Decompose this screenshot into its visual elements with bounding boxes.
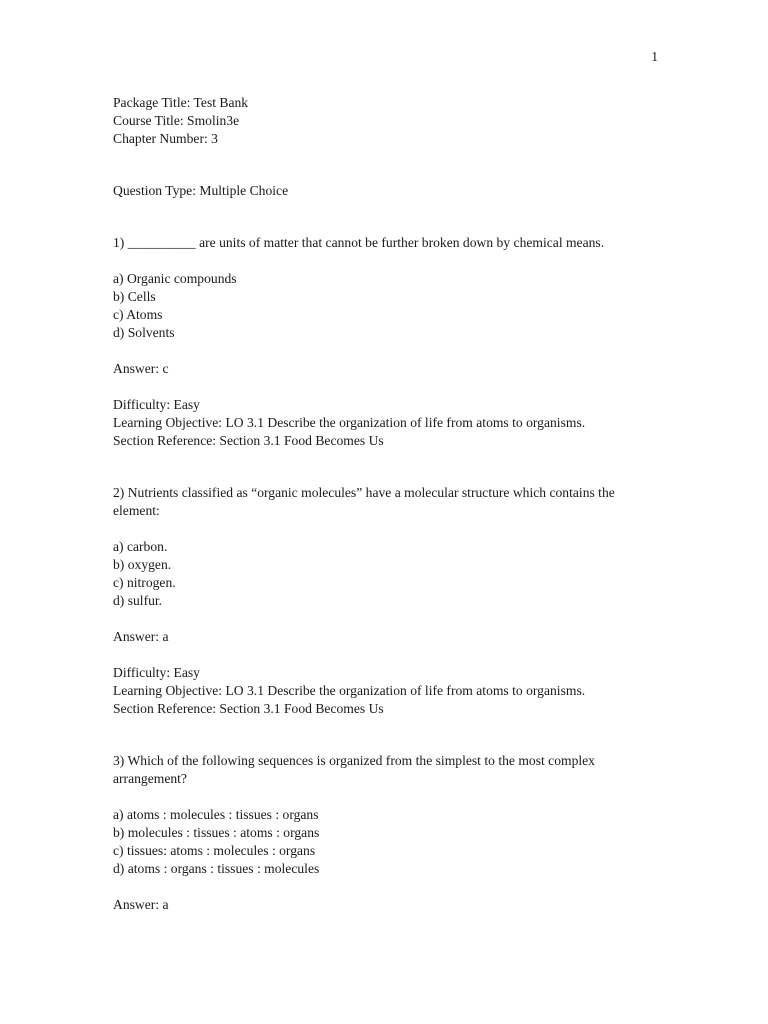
option-b: b) molecules : tissues : atoms : organs — [113, 825, 320, 840]
option-d: d) atoms : organs : tissues : molecules — [113, 861, 320, 876]
option-c: c) Atoms — [113, 307, 163, 322]
answer-options — [113, 806, 663, 878]
question-block — [113, 752, 663, 914]
question-stem: 3) Which of the following sequences is organized from the simplest to the most complex arrangement? — [113, 753, 599, 786]
option-a: a) atoms : molecules : tissues : organs — [113, 807, 319, 822]
section-reference: Section Reference: Section 3.1 Food Becomes Us — [113, 701, 384, 716]
difficulty: Difficulty: Easy — [113, 397, 200, 412]
question-stem: 1) __________ are units of matter that cannot be further broken down by chemical means. — [113, 235, 605, 250]
option-c: c) tissues: atoms : molecules : organs — [113, 843, 316, 858]
answer-options — [113, 270, 663, 342]
section-reference: Section Reference: Section 3.1 Food Becomes Us — [113, 433, 384, 448]
learning-objective: Learning Objective: LO 3.1 Describe the organization of life from atoms to organisms. — [113, 415, 586, 430]
question-metadata — [113, 664, 663, 718]
package-title: Package Title: Test Bank — [113, 95, 249, 110]
option-a: a) carbon. — [113, 539, 168, 554]
option-b: b) oxygen. — [113, 557, 172, 572]
question-block — [113, 484, 663, 718]
chapter-number: Chapter Number: 3 — [113, 131, 218, 146]
answer: Answer: a — [113, 629, 169, 644]
learning-objective: Learning Objective: LO 3.1 Describe the organization of life from atoms to organisms. — [113, 683, 586, 698]
question-metadata — [113, 396, 663, 450]
answer-options — [113, 538, 663, 610]
answer: Answer: c — [113, 361, 169, 376]
option-d: d) sulfur. — [113, 593, 163, 608]
option-a: a) Organic compounds — [113, 271, 237, 286]
answer: Answer: a — [113, 897, 169, 912]
question-block — [113, 234, 663, 450]
course-title: Course Title: Smolin3e — [113, 113, 240, 128]
question-stem: 2) Nutrients classified as “organic molecules” have a molecular structure which contains the element: — [113, 485, 619, 518]
option-c: c) nitrogen. — [113, 575, 176, 590]
page-number: 1 — [651, 49, 658, 64]
difficulty: Difficulty: Easy — [113, 665, 200, 680]
option-d: d) Solvents — [113, 325, 175, 340]
option-b: b) Cells — [113, 289, 156, 304]
question-type: Question Type: Multiple Choice — [113, 183, 289, 198]
document-body — [113, 94, 663, 914]
document-header — [113, 94, 663, 148]
